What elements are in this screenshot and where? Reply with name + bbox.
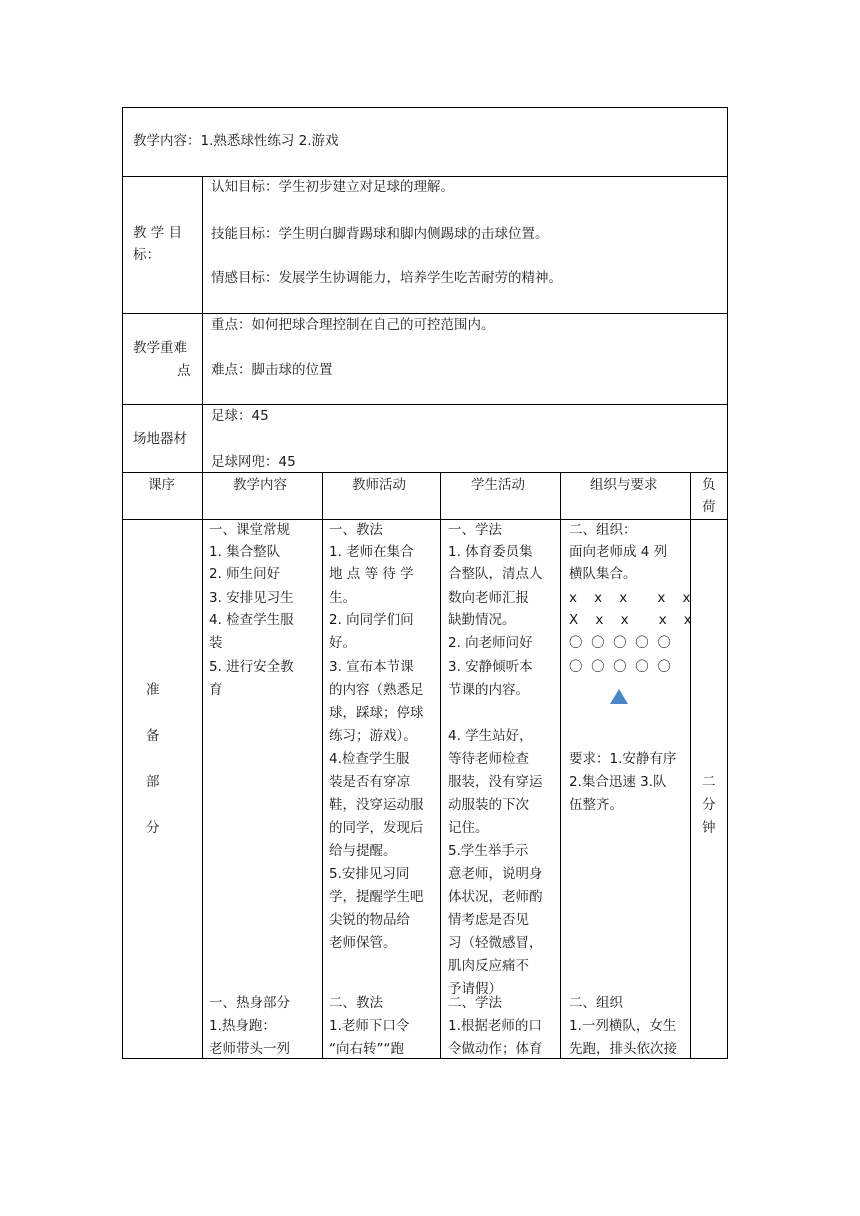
prep-org-req: 伍整齐。 bbox=[569, 797, 623, 813]
prep-teacher-line: 鞋，没穿运动服 bbox=[329, 797, 424, 813]
prep-load-char: 钟 bbox=[702, 820, 716, 836]
formation-row: x x x x x bbox=[569, 590, 691, 606]
warmup-content-line: 老师带头一列 bbox=[209, 1041, 290, 1057]
warmup-org-line: 1.一列横队，女生 bbox=[569, 1018, 677, 1034]
prep-teacher-line: 3. 宣布本节课 bbox=[329, 659, 414, 675]
prep-student-line: 记住。 bbox=[448, 820, 489, 836]
warmup-student-line: 二、学法 bbox=[448, 995, 502, 1011]
formation-row: X x x x x bbox=[569, 612, 692, 628]
table-border-top bbox=[122, 107, 727, 108]
table-rule bbox=[322, 472, 323, 1059]
table-rule bbox=[202, 176, 203, 1059]
goal-cognitive: 认知目标：学生初步建立对足球的理解。 bbox=[211, 179, 454, 195]
header-order: 课序 bbox=[148, 477, 175, 493]
prep-student-line: 动服装的下次 bbox=[448, 797, 529, 813]
warmup-teacher-line: 二、教法 bbox=[329, 995, 383, 1011]
prep-student-line: 服装，没有穿运 bbox=[448, 774, 543, 790]
prep-student-line: 2. 向老师问好 bbox=[448, 635, 533, 651]
prep-student-line: 予请假） bbox=[448, 981, 502, 997]
section-label-char: 分 bbox=[146, 820, 160, 836]
prep-student-line: 4. 学生站好， bbox=[448, 728, 533, 744]
formation-row: 〇 〇 〇 〇 〇 bbox=[569, 635, 671, 651]
prep-teacher-line: 给与提醒。 bbox=[329, 843, 397, 859]
table-rule bbox=[122, 404, 727, 405]
table-rule bbox=[560, 472, 561, 1059]
prep-teacher-line: 球，踩球；停球 bbox=[329, 705, 424, 721]
prep-content-line: 1. 集合整队 bbox=[209, 544, 281, 560]
prep-teacher-line: 2. 向同学们问 bbox=[329, 612, 414, 628]
prep-content-line: 2. 师生问好 bbox=[209, 566, 281, 582]
header-teacher: 教师活动 bbox=[352, 477, 406, 493]
prep-content-line: 装 bbox=[209, 635, 223, 651]
prep-content-line: 5. 进行安全教 bbox=[209, 659, 294, 675]
prep-teacher-line: 5.安排见习同 bbox=[329, 866, 410, 882]
section-label-char: 准 bbox=[146, 682, 160, 698]
prep-teacher-line: 1. 老师在集合 bbox=[329, 544, 414, 560]
prep-teacher-line: 一、教法 bbox=[329, 522, 383, 538]
prep-load-char: 分 bbox=[702, 797, 716, 813]
equipment-item: 足球网兜：45 bbox=[211, 454, 296, 470]
prep-org-req: 要求：1.安静有序 bbox=[569, 751, 677, 767]
goals-label: 标： bbox=[133, 247, 160, 263]
table-rule bbox=[122, 313, 727, 314]
prep-student-line: 3. 安静倾听本 bbox=[448, 659, 533, 675]
prep-content-line: 3. 安排见习生 bbox=[209, 590, 294, 606]
prep-student-line: 5.学生举手示 bbox=[448, 843, 529, 859]
prep-student-line: 肌肉反应痛不 bbox=[448, 958, 529, 974]
warmup-org-line: 先跑，排头依次接 bbox=[569, 1041, 677, 1057]
prep-org-line: 横队集合。 bbox=[569, 566, 637, 582]
header-org: 组织与要求 bbox=[590, 477, 658, 493]
warmup-student-line: 1.根据老师的口 bbox=[448, 1018, 542, 1034]
prep-student-line: 习（轻微感冒， bbox=[448, 935, 543, 951]
prep-content-line: 育 bbox=[209, 682, 223, 698]
prep-student-line: 一、学法 bbox=[448, 522, 502, 538]
prep-org-line: 面向老师成 4 列 bbox=[569, 544, 668, 560]
warmup-teacher-line: “向右转”“跑 bbox=[329, 1041, 404, 1057]
prep-student-line: 数向老师汇报 bbox=[448, 590, 529, 606]
prep-student-line: 等待老师检查 bbox=[448, 751, 529, 767]
table-rule bbox=[690, 472, 691, 1059]
prep-teacher-line: 生。 bbox=[329, 590, 356, 606]
header-student: 学生活动 bbox=[471, 477, 525, 493]
equipment-label: 场地器材 bbox=[133, 431, 187, 447]
prep-teacher-line: 练习；游戏）。 bbox=[329, 728, 417, 744]
prep-content-line: 4. 检查学生服 bbox=[209, 612, 294, 628]
prep-content-line: 一、课堂常规 bbox=[209, 522, 290, 538]
difficult-point: 难点：脚击球的位置 bbox=[211, 362, 333, 378]
table-border-right bbox=[727, 107, 728, 1059]
prep-teacher-line: 4.检查学生服 bbox=[329, 751, 410, 767]
prep-org-line: 二、组织： bbox=[569, 522, 637, 538]
prep-teacher-line: 地 点 等 待 学 bbox=[329, 566, 414, 582]
prep-teacher-line: 老师保管。 bbox=[329, 935, 397, 951]
prep-student-line: 情考虑是否见 bbox=[448, 912, 529, 928]
prep-student-line: 体状况，老师酌 bbox=[448, 889, 543, 905]
prep-student-line: 合整队，清点人 bbox=[448, 566, 543, 582]
header-load: 荷 bbox=[702, 499, 716, 515]
warmup-content-line: 1.热身跑： bbox=[209, 1018, 276, 1034]
prep-teacher-line: 的内容（熟悉足 bbox=[329, 682, 424, 698]
teaching-content: 教学内容：1.熟悉球性练习 2.游戏 bbox=[133, 133, 339, 149]
header-content: 教学内容 bbox=[233, 477, 287, 493]
prep-org-req: 2.集合迅速 3.队 bbox=[569, 774, 667, 790]
prep-load-char: 二 bbox=[702, 774, 716, 790]
prep-teacher-line: 尖锐的物品给 bbox=[329, 912, 410, 928]
prep-teacher-line: 装是否有穿凉 bbox=[329, 774, 410, 790]
goal-emotion: 情感目标：发展学生协调能力，培养学生吃苦耐劳的精神。 bbox=[211, 270, 562, 286]
warmup-content-line: 一、热身部分 bbox=[209, 995, 290, 1011]
formation-row: 〇 〇 〇 〇 〇 bbox=[569, 659, 671, 675]
header-load: 负 bbox=[702, 477, 716, 493]
goal-skill: 技能目标：学生明白脚背踢球和脚内侧踢球的击球位置。 bbox=[211, 226, 549, 242]
goals-label: 教 学 目 bbox=[133, 225, 183, 241]
table-rule bbox=[440, 472, 441, 1059]
keypoints-label: 点 bbox=[177, 363, 191, 379]
prep-student-line: 缺勤情况。 bbox=[448, 612, 516, 628]
keypoints-label: 教学重难 bbox=[133, 340, 187, 356]
warmup-teacher-line: 1.老师下口令 bbox=[329, 1018, 410, 1034]
prep-student-line: 1. 体育委员集 bbox=[448, 544, 533, 560]
section-label-char: 部 bbox=[146, 774, 160, 790]
warmup-org-line: 二、组织 bbox=[569, 995, 623, 1011]
equipment-item: 足球：45 bbox=[211, 408, 269, 424]
prep-teacher-line: 好。 bbox=[329, 635, 356, 651]
key-point: 重点：如何把球合理控制在自己的可控范围内。 bbox=[211, 317, 495, 333]
prep-teacher-line: 学，提醒学生吧 bbox=[329, 889, 424, 905]
table-border-left bbox=[122, 107, 123, 1059]
prep-teacher-line: 的同学，发现后 bbox=[329, 820, 424, 836]
prep-student-line: 节课的内容。 bbox=[448, 682, 529, 698]
prep-student-line: 意老师，说明身 bbox=[448, 866, 543, 882]
teacher-position-triangle-icon bbox=[610, 689, 628, 704]
section-label-char: 备 bbox=[146, 728, 160, 744]
warmup-student-line: 令做动作；体育 bbox=[448, 1041, 543, 1057]
